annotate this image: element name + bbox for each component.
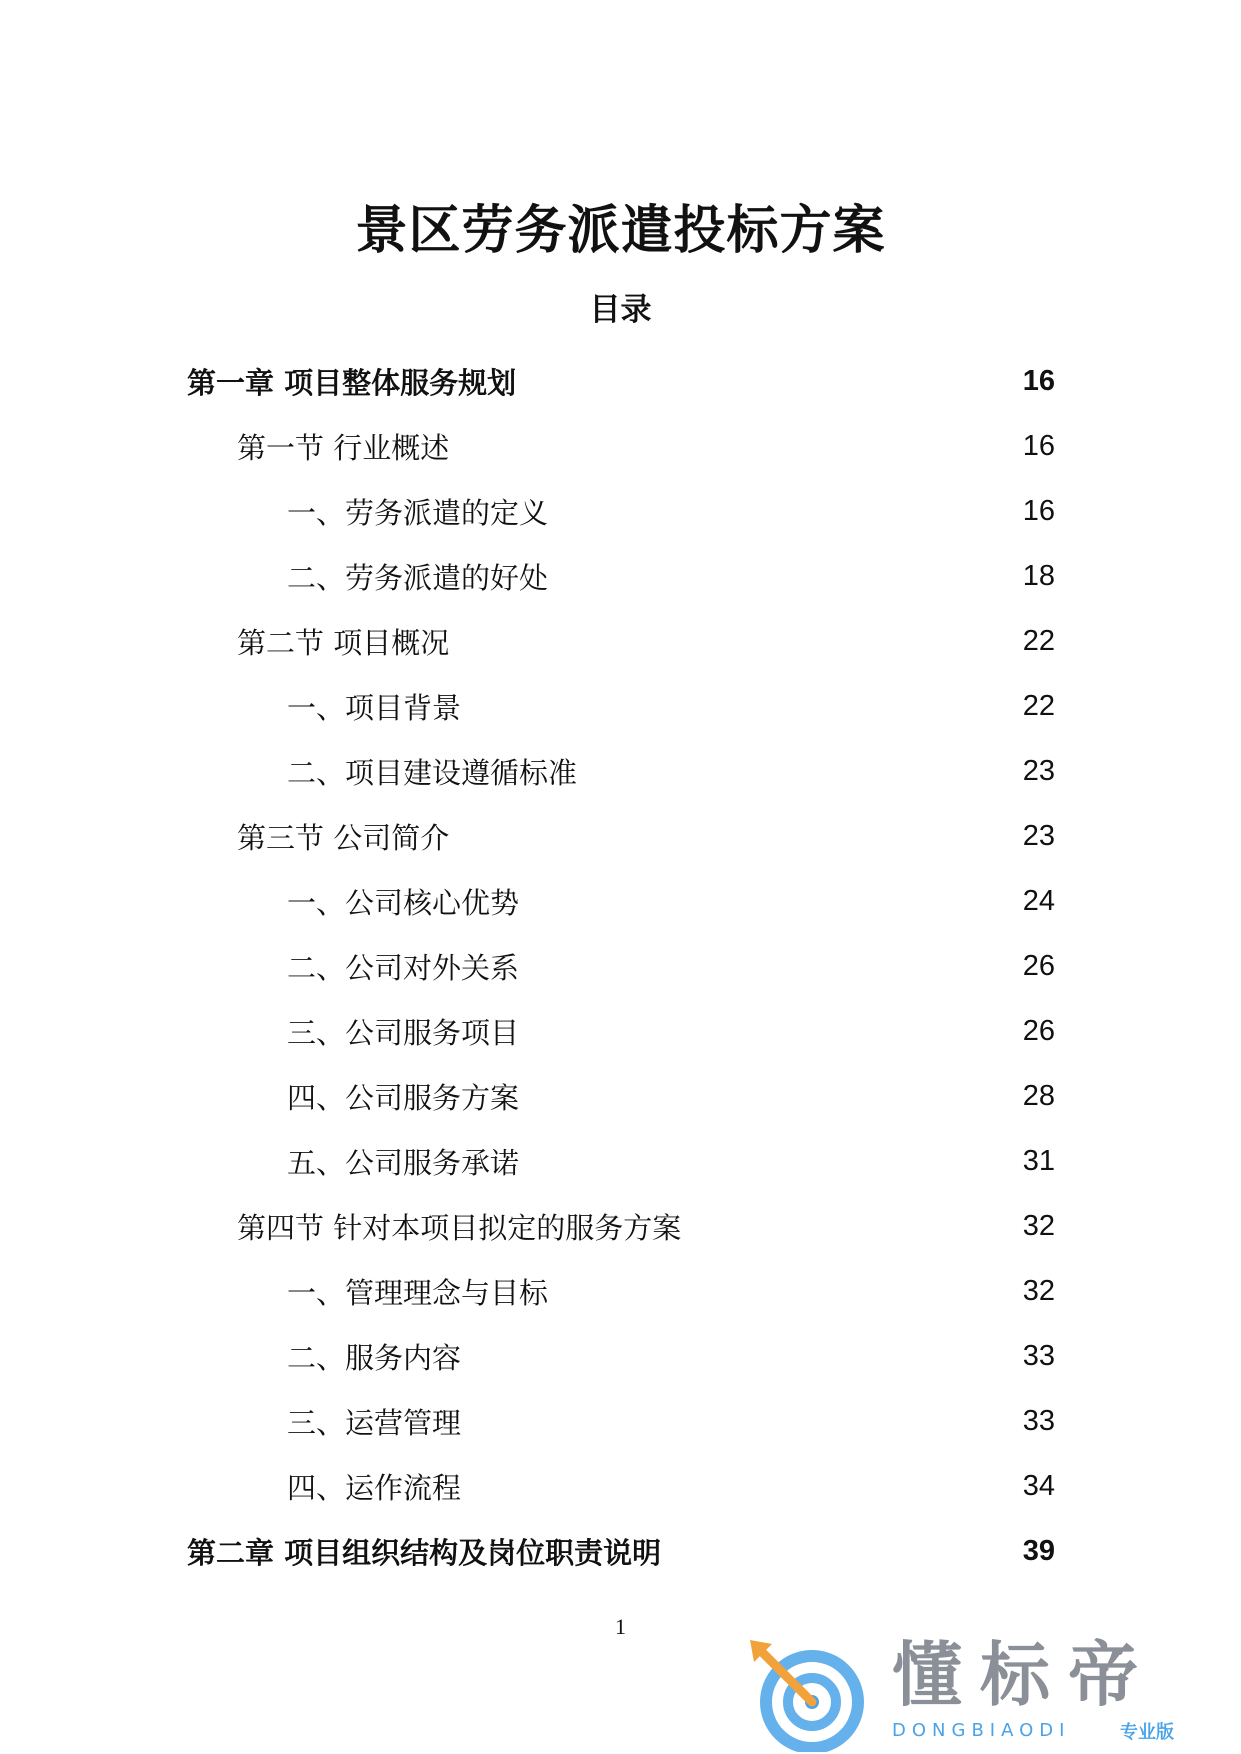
toc-entry-page: 16	[1022, 430, 1055, 462]
toc-entry-page: 33	[1022, 1405, 1055, 1437]
toc-entry-page: 28	[1022, 1080, 1055, 1112]
toc-entry-page: 26	[1022, 1015, 1055, 1047]
toc-entry-page: 16	[1022, 365, 1055, 397]
toc-entry[interactable]	[187, 414, 1055, 479]
toc-entry-page: 22	[1022, 625, 1055, 657]
toc-entry-label: 四、公司服务方案	[287, 1081, 520, 1115]
toc-entry-label: 一、公司核心优势	[287, 886, 520, 920]
toc-entry-page: 33	[1022, 1340, 1055, 1372]
toc-entry[interactable]	[187, 1194, 1055, 1259]
toc-entry-page: 32	[1022, 1275, 1055, 1307]
watermark-subtitle: DONGBIAODI	[892, 1720, 1071, 1741]
toc-entry-label: 第一章 项目整体服务规划	[187, 366, 517, 400]
page-number: 1	[615, 1614, 626, 1639]
toc-entry-label: 二、公司对外关系	[287, 951, 520, 985]
toc-entry-page: 26	[1022, 950, 1055, 982]
toc-entry[interactable]	[187, 739, 1055, 804]
toc-entry[interactable]	[187, 804, 1055, 869]
table-of-contents	[187, 349, 1055, 1584]
toc-entry-label: 第一节 行业概述	[237, 431, 450, 465]
toc-entry-label: 二、劳务派遣的好处	[287, 561, 549, 595]
toc-entry-page: 34	[1022, 1470, 1055, 1502]
toc-entry[interactable]	[187, 1389, 1055, 1454]
toc-entry-label: 二、项目建设遵循标准	[287, 756, 578, 790]
watermark-subtitle-zh: 专业版	[1120, 1722, 1174, 1743]
toc-entry[interactable]	[187, 479, 1055, 544]
toc-entry-page: 18	[1022, 560, 1055, 592]
toc-entry[interactable]	[187, 999, 1055, 1064]
toc-entry[interactable]	[187, 609, 1055, 674]
toc-entry[interactable]	[187, 869, 1055, 934]
toc-entry-label: 第二节 项目概况	[237, 626, 450, 660]
toc-entry-page: 22	[1022, 690, 1055, 722]
toc-entry-label: 第四节 针对本项目拟定的服务方案	[237, 1211, 682, 1245]
toc-entry-label: 第二章 项目组织结构及岗位职责说明	[187, 1536, 662, 1570]
toc-entry-page: 39	[1022, 1535, 1055, 1567]
toc-entry-label: 三、运营管理	[287, 1406, 462, 1440]
toc-entry-page: 31	[1022, 1145, 1055, 1177]
toc-entry[interactable]	[187, 1129, 1055, 1194]
toc-entry[interactable]	[187, 544, 1055, 609]
toc-entry-page: 24	[1022, 885, 1055, 917]
toc-entry-label: 二、服务内容	[287, 1341, 462, 1375]
toc-entry-label: 一、项目背景	[287, 691, 462, 725]
toc-entry-label: 五、公司服务承诺	[287, 1146, 520, 1180]
toc-entry-label: 一、劳务派遣的定义	[287, 496, 549, 530]
toc-entry-label: 四、运作流程	[287, 1471, 462, 1505]
toc-entry-label: 第三节 公司简介	[237, 821, 450, 855]
toc-entry[interactable]	[187, 934, 1055, 999]
toc-entry[interactable]	[187, 349, 1055, 414]
toc-entry[interactable]	[187, 1324, 1055, 1389]
toc-entry-page: 32	[1022, 1210, 1055, 1242]
target-arrow-icon	[742, 1632, 872, 1752]
toc-entry-label: 三、公司服务项目	[287, 1016, 520, 1050]
toc-entry[interactable]	[187, 1519, 1055, 1584]
toc-entry-page: 16	[1022, 495, 1055, 527]
watermark-brand: 懂标帝	[892, 1634, 1156, 1716]
toc-entry-label: 一、管理理念与目标	[287, 1276, 549, 1310]
toc-entry[interactable]	[187, 674, 1055, 739]
toc-heading: 目录	[589, 292, 652, 328]
toc-entry[interactable]	[187, 1259, 1055, 1324]
watermark	[742, 1632, 1212, 1752]
toc-entry-page: 23	[1022, 820, 1055, 852]
toc-entry-page: 23	[1022, 755, 1055, 787]
toc-entry[interactable]	[187, 1064, 1055, 1129]
toc-entry[interactable]	[187, 1454, 1055, 1519]
document-title: 景区劳务派遣投标方案	[355, 201, 886, 261]
